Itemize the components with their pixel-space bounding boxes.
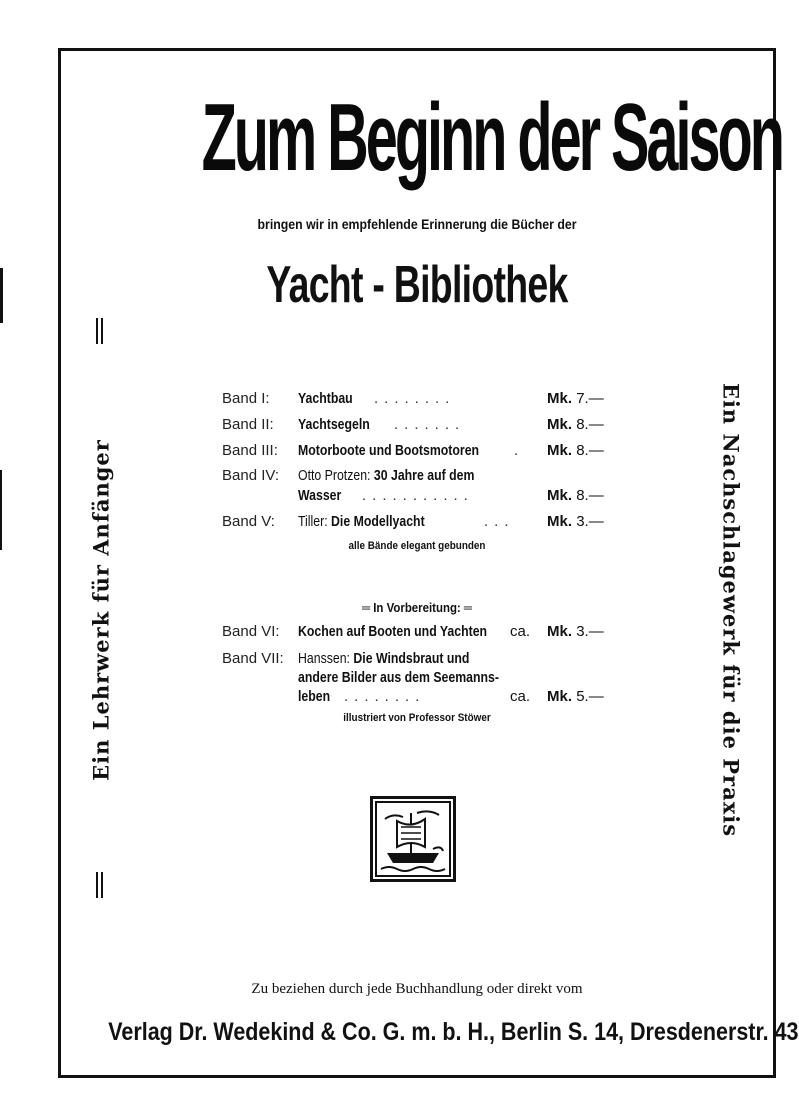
intro-text: bringen wir in empfehlende Erinnerung die Bücher der	[257, 216, 577, 232]
scan-edge-mark	[0, 268, 3, 323]
book-price: Mk. 3.—	[547, 623, 604, 640]
binding-note: alle Bände elegant gebunden	[348, 540, 486, 552]
book-row	[222, 688, 622, 710]
side-text-right: Ein Nachschlagewerk für die Praxis	[718, 382, 744, 838]
approx-label: ca.	[510, 623, 531, 640]
book-title: Otto Protzen: 30 Jahre auf dem	[298, 467, 475, 484]
ornament-bars-top	[96, 318, 103, 344]
book-label: Band VI:	[222, 623, 280, 640]
book-label: Band I:	[222, 390, 270, 407]
leader-dots: ........	[374, 390, 456, 407]
leader-dots: ...	[484, 513, 515, 530]
book-label: Band V:	[222, 513, 275, 530]
side-text-left: Ein Lehrwerk für Anfänger	[88, 439, 114, 781]
book-price: Mk. 7.—	[547, 390, 604, 407]
ornament-bars-bottom	[96, 872, 103, 898]
book-price: Mk. 8.—	[547, 416, 604, 433]
illustration-note: illustriert von Professor Stöwer	[343, 712, 491, 724]
book-title: Tiller: Die Modellyacht	[298, 513, 425, 530]
book-title: Yachtsegeln	[298, 416, 370, 433]
book-title: Motorboote und Bootsmotoren	[298, 442, 480, 459]
book-label: Band VII:	[222, 650, 284, 667]
book-row	[222, 416, 622, 438]
book-title: Hanssen: Die Windsbraut und	[298, 650, 470, 667]
leader-dots: .	[514, 442, 525, 459]
scan-edge-mark	[0, 470, 2, 550]
book-price: Mk. 3.—	[547, 513, 604, 530]
library-title: Yacht - Bibliothek	[266, 256, 568, 314]
book-title-cont: andere Bilder aus dem Seemanns-	[298, 669, 499, 686]
book-row	[222, 623, 622, 645]
book-title: Kochen auf Booten und Yachten	[298, 623, 488, 640]
page-border	[58, 48, 799, 1078]
book-price: Mk. 8.—	[547, 487, 604, 504]
book-row	[222, 390, 622, 412]
ship-logo-icon	[370, 796, 456, 882]
book-row	[222, 487, 622, 509]
leader-dots: ........	[344, 688, 426, 705]
book-row	[222, 513, 622, 535]
book-price: Mk. 5.—	[547, 688, 604, 705]
book-title-cont: Wasser	[298, 487, 342, 504]
book-title: Yachtbau	[298, 390, 353, 407]
leader-dots: .......	[394, 416, 466, 433]
book-label: Band IV:	[222, 467, 279, 484]
book-label: Band III:	[222, 442, 278, 459]
book-price: Mk. 8.—	[547, 442, 604, 459]
headline: Zum Beginn der Saison	[201, 84, 782, 191]
book-title-cont: leben	[298, 688, 331, 705]
book-label: Band II:	[222, 416, 274, 433]
leader-dots: ...........	[362, 487, 474, 504]
preparation-heading: ═ In Vorbereitung: ═	[361, 600, 473, 615]
footer-note: Zu beziehen durch jede Buchhandlung oder direkt vom	[251, 981, 583, 997]
book-row	[222, 467, 622, 489]
approx-label: ca.	[510, 688, 531, 705]
book-row	[222, 442, 622, 464]
publisher-address: Verlag Dr. Wedekind & Co. G. m. b. H., Berlin S. 14, Dresdenerstr. 43	[108, 1018, 799, 1046]
